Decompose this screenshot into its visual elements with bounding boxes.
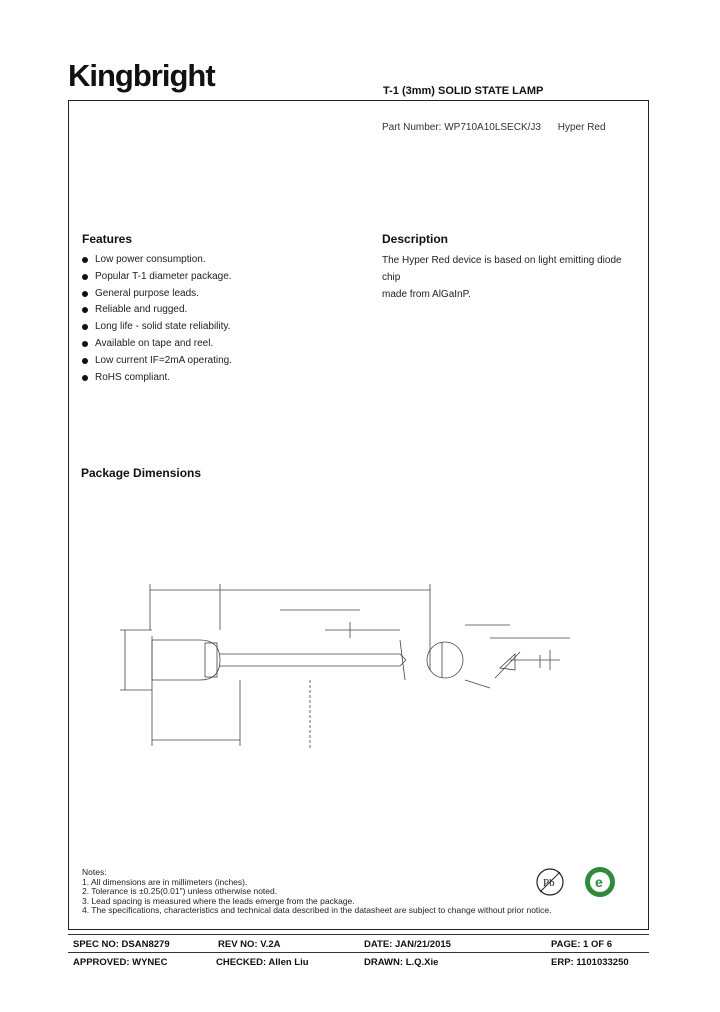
feature-item: General purpose leads. — [82, 286, 232, 303]
content-frame — [68, 100, 649, 930]
end-view-circle — [427, 642, 463, 678]
feature-item: RoHS compliant. — [82, 370, 232, 387]
rev-no: REV NO: V.2A — [218, 939, 281, 950]
erp-number: ERP: 1101033250 — [551, 957, 629, 968]
feature-item: Long life - solid state reliability. — [82, 319, 232, 336]
feature-item: Reliable and rugged. — [82, 302, 232, 319]
description-line: made from AlGaInP. — [382, 289, 471, 300]
footer-divider-top — [68, 934, 649, 935]
part-color: Hyper Red — [557, 122, 606, 133]
rohs-e-label: e — [595, 874, 603, 890]
note-item: 2. Tolerance is ±0.25(0.01") unless otherwise noted. — [82, 886, 278, 896]
drawn-by: DRAWN: L.Q.Xie — [364, 957, 439, 968]
package-dimensions-heading: Package Dimensions — [81, 466, 202, 480]
brand-logo: Kingbright — [68, 58, 215, 93]
description-line: The Hyper Red device is based on light emitting diode chip — [382, 255, 622, 283]
notes-heading: Notes: — [82, 867, 107, 877]
features-list — [82, 252, 232, 386]
document-title: T-1 (3mm) SOLID STATE LAMP — [383, 85, 544, 97]
lamp-flange — [205, 643, 217, 677]
part-number: Part Number: WP710A10LSECK/J3 — [382, 122, 541, 133]
feature-item: Popular T-1 diameter package. — [82, 269, 232, 286]
feature-item: Low current IF=2mA operating. — [82, 353, 232, 370]
features-heading: Features — [82, 232, 133, 246]
approved-by: APPROVED: WYNEC — [73, 957, 168, 968]
note-item: 4. The specifications, characteristics and technical data described in the datasheet are subject to change without prior notice. — [82, 905, 552, 915]
rohs-e-icon — [585, 867, 615, 897]
feature-item: Low power consumption. — [82, 252, 232, 269]
checked-by: CHECKED: Allen Liu — [216, 957, 309, 968]
note-item: 1. All dimensions are in millimeters (inches). — [82, 876, 248, 887]
description-text — [382, 252, 642, 303]
compliance-badges — [530, 862, 620, 902]
pb-label: Pb — [543, 877, 555, 889]
date: DATE: JAN/21/2015 — [364, 939, 451, 950]
footer-divider-mid — [68, 952, 649, 953]
pb-free-icon — [537, 869, 563, 895]
feature-item: Available on tape and reel. — [82, 336, 232, 353]
package-dimensions-drawing — [70, 570, 630, 770]
description-heading: Description — [382, 232, 449, 246]
notes-block — [82, 868, 552, 916]
spec-no: SPEC NO: DSAN8279 — [73, 939, 170, 950]
part-number-line — [382, 122, 620, 133]
lamp-dome — [152, 640, 220, 680]
note-item: 3. Lead spacing is measured where the leads emerge from the package. — [82, 895, 355, 906]
page-number: PAGE: 1 OF 6 — [551, 939, 613, 950]
